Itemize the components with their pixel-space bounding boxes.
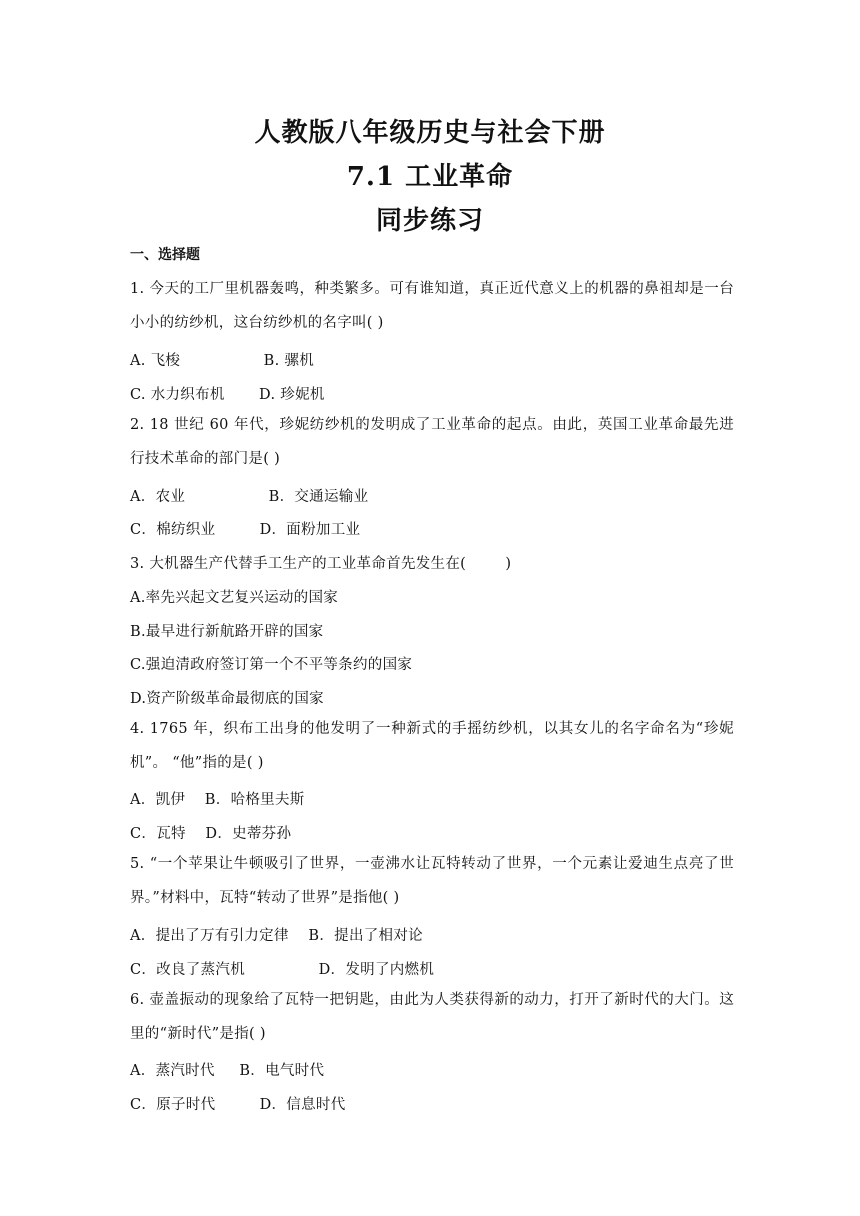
question-6-options-row-1: A．蒸汽时代 B．电气时代 [130,1063,325,1079]
question-4-options-row-1: A．凯伊 B．哈格里夫斯 [130,792,305,808]
question-2-options-row-1: A．农业 B．交通运输业 [130,489,369,505]
question-6-stem: 6. 壶盖振动的现象给了瓦特一把钥匙，由此为人类获得新的动力，打开了新时代的大门。这里的“新时代”是指( ) [130,992,734,1042]
question-1-stem: 1. 今天的工厂里机器轰鸣，种类繁多。可有谁知道，真正近代意义上的机器的鼻祖却是一台小小的纺纱机，这台纺纱机的名字叫( ) [130,281,734,331]
question-3-option-a: A.率先兴起文艺复兴运动的国家 [130,590,339,606]
question-3-stem: 3. 大机器生产代替手工生产的工业革命首先发生在( ) [130,556,512,572]
lesson-title: 7.1 工业革命 [346,162,514,192]
question-5-options-row-2: C．改良了蒸汽机 D．发明了内燃机 [130,962,435,978]
question-4-options-row-2: C．瓦特 D．史蒂芬孙 [130,826,292,842]
question-6-options-row-2: C．原子时代 D．信息时代 [130,1097,346,1113]
question-2-stem: 2. 18 世纪 60 年代，珍妮纺纱机的发明成了工业革命的起点。由此，英国工业革命最先进行技术革命的部门是( ) [130,417,734,467]
question-5-stem: 5. “一个苹果让牛顿吸引了世界，一壶沸水让瓦特转动了世界，一个元素让爱迪生点亮了世界。”材料中，瓦特“转动了世界”是指他( ) [130,856,734,906]
exercise-title: 同步练习 [375,206,484,236]
question-3-option-d: D.资产阶级革命最彻底的国家 [130,691,324,707]
question-5-options-row-1: A．提出了万有引力定律 B．提出了相对论 [130,928,423,944]
question-3-option-c: C.强迫清政府签订第一个不平等条约的国家 [130,657,413,673]
question-1-options-row-2: C. 水力织布机 D. 珍妮机 [130,387,325,403]
document-title: 人教版八年级历史与社会下册 [254,118,606,148]
section-heading: 一、选择题 [130,247,200,263]
question-1-options-row-1: A. 飞梭 B. 骡机 [130,353,315,369]
question-3-option-b: B.最早进行新航路开辟的国家 [130,624,324,640]
question-2-options-row-2: C．棉纺织业 D．面粉加工业 [130,522,361,538]
question-4-stem: 4. 1765 年，织布工出身的他发明了一种新式的手摇纺纱机，以其女儿的名字命名为“珍妮机”。 “他”指的是( ) [130,721,734,771]
